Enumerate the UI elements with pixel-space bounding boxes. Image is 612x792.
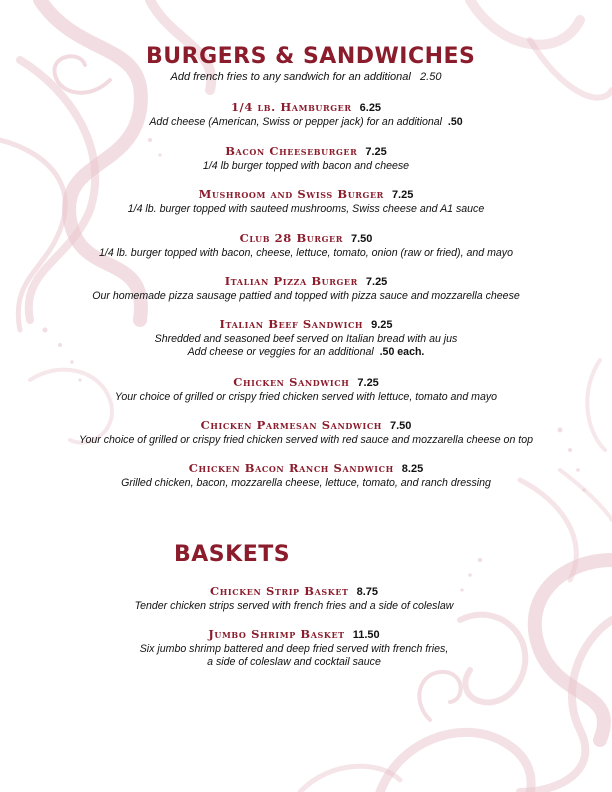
item-price: 7.25 [365, 146, 387, 158]
menu-item [0, 187, 612, 216]
item-price: 9.25 [371, 319, 393, 331]
item-name: 1/4 lb. Hamburger [230, 100, 352, 114]
item-name: Chicken Strip Basket [210, 584, 349, 598]
fries-note: Add french fries to any sandwich for an additional [170, 71, 411, 83]
item-name: Jumbo Shrimp Basket [208, 627, 345, 641]
item-price: 7.50 [351, 233, 373, 245]
item-description: Your choice of grilled or crispy fried chicken served with lettuce, tomato and mayo [114, 391, 498, 403]
item-price: 7.25 [365, 276, 388, 288]
menu-item [0, 418, 612, 447]
section-title-burgers: BURGERS & SANDWICHES [146, 44, 476, 69]
item-description: Our homemade pizza sausage pattied and topped with pizza sauce and mozzarella cheese [92, 290, 520, 302]
item-description: Six jumbo shrimp battered and deep fried served with french fries, [139, 643, 449, 655]
menu-item [0, 317, 612, 359]
item-name: Chicken Bacon Ranch Sandwich [188, 461, 394, 475]
menu-item [0, 584, 600, 613]
item-name: Club 28 Burger [239, 231, 343, 245]
menu-item [0, 461, 612, 490]
item-description: Shredded and seasoned beef served on Italian bread with au jus [154, 333, 458, 345]
menu-item [0, 375, 612, 404]
item-price: 7.50 [389, 420, 412, 432]
menu-item [0, 274, 612, 303]
menu-item [0, 144, 612, 173]
menu-item [0, 231, 612, 260]
item-price: 6.25 [359, 102, 382, 114]
item-price: 7.25 [391, 189, 414, 201]
item-price: 7.25 [357, 377, 379, 389]
item-description: 1/4 lb. burger topped with bacon, cheese, lettuce, tomato, onion (raw or fried), and mayo [99, 247, 513, 259]
item-description: Tender chicken strips served with french fries and a side of coleslaw [134, 600, 454, 612]
item-description: 1/4 lb burger topped with bacon and cheese [202, 160, 410, 172]
item-description: Grilled chicken, bacon, mozzarella cheese, lettuce, tomato, and ranch dressing [121, 477, 491, 489]
menu-item [0, 100, 612, 129]
fries-note-price: 2.50 [420, 71, 442, 83]
item-description-extra: Add cheese or veggies for an additional [187, 346, 374, 358]
item-description-extra: a side of coleslaw and cocktail sauce [207, 656, 381, 668]
item-description-price: .50 [447, 116, 463, 128]
item-price: 8.25 [401, 463, 424, 475]
item-name: Chicken Parmesan Sandwich [200, 418, 382, 432]
section-title-baskets: BASKETS [174, 542, 291, 567]
section-subtitle-burgers [0, 71, 612, 83]
menu-item [0, 627, 600, 669]
item-name: Chicken Sandwich [233, 375, 350, 389]
item-name: Italian Beef Sandwich [219, 317, 364, 331]
item-description-price: .50 each. [379, 346, 425, 358]
item-price: 11.50 [352, 629, 380, 641]
item-name: Bacon Cheeseburger [225, 144, 358, 158]
item-description: Your choice of grilled or crispy fried chicken served with red sauce and mozzarella cheese on top [79, 434, 533, 446]
item-description: Add cheese (American, Swiss or pepper jack) for an additional [149, 116, 443, 128]
item-name: Mushroom and Swiss Burger [198, 187, 384, 201]
item-price: 8.75 [356, 586, 378, 598]
item-description: 1/4 lb. burger topped with sauteed mushrooms, Swiss cheese and A1 sauce [127, 203, 485, 215]
item-name: Italian Pizza Burger [224, 274, 358, 288]
